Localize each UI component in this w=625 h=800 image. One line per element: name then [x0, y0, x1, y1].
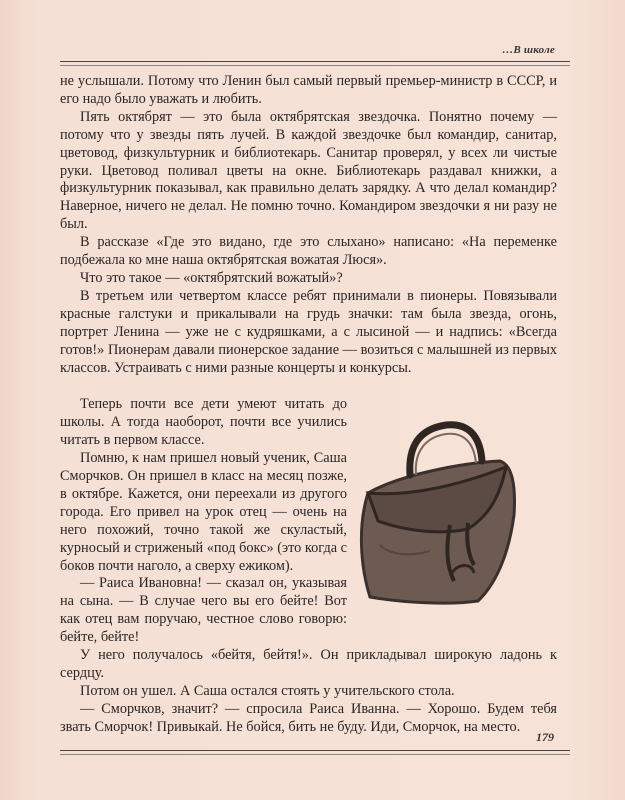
paragraph: — Сморчков, значит? — спросила Раиса Иванна. — Хорошо. Будем тебя звать Сморчок! Привыкай. Не бойся, бить не буду. Иди, Сморчок, на место. [60, 700, 557, 735]
paragraph: Помню, к нам пришел новый ученик, Саша Сморчков. Он пришел в класс на месяц позже, в октябре. Кажется, они переехали из другого города. Его привел на урок отец — очень на него похожий, точно такой же скуластый, курносый и стриженый «под бокс» (это когда с боков почти наголо, а сверху ежиком). [60, 450, 347, 574]
paragraph: — Раиса Ивановна! — сказал он, указывая на сына. — В случае чего вы его бейте! Вот как отец вам поручаю, честное слово говорю: бейте, бейте! [60, 575, 347, 646]
top-rule [60, 61, 570, 66]
paragraph: Пять октябрят — это была октябрятская звездочка. Понятно почему — потому что у звезды пять лучей. В каждой звездочке был командир, санитар, цветовод, физкультурник и библиотекарь. Санитар проверял, у всех ли чистые руки. Цветовод поливал цветы на окне. Библиотекарь раздавал книжки, а физкультурник показывал, как правильно делать зарядку. А что делал командир? Наверное, ничего не делал. Не помню точно. Командиром звездочки я ни разу не был. [60, 108, 557, 233]
paragraph: Теперь почти все дети умеют читать до школы. А тогда наоборот, почти все учились читать в первом классе. [60, 396, 347, 449]
bottom-rule [60, 750, 570, 755]
paragraph: В рассказе «Где это видано, где это слыхано» написано: «На переменке подбежала ко мне наша октябрятская вожатая Люся». [60, 234, 557, 269]
paragraph: У него получалось «бейтя, бейтя!». Он прикладывал широкую ладонь к сердцу. [60, 647, 557, 681]
paragraph: Потом он ушел. А Саша остался стоять у учительского стола. [80, 682, 455, 699]
page-number: 179 [536, 730, 554, 744]
paragraph: В третьем или четвертом классе ребят принимали в пионеры. Повязывали красные галстуки и прикалывали на грудь значки: там была звезда, огонь, портрет Ленина — уже не с кудряшками, а с лысиной — и надпись: «Всегда готов!» Пионерам давали пионерское задание — возиться с малышней из первых классов. Устраивать с ними разные концерты и конкурсы. [60, 287, 557, 376]
briefcase-illustration [350, 405, 525, 610]
wrapped-text-block [60, 396, 347, 647]
running-head: …В школе [502, 44, 555, 56]
paragraph: Что это такое — «октябрятский вожатый»? [80, 269, 343, 286]
paragraph: не услышали. Потому что Ленин был самый первый премьер-министр в СССР, и его надо было уважать и любить. [60, 73, 557, 107]
